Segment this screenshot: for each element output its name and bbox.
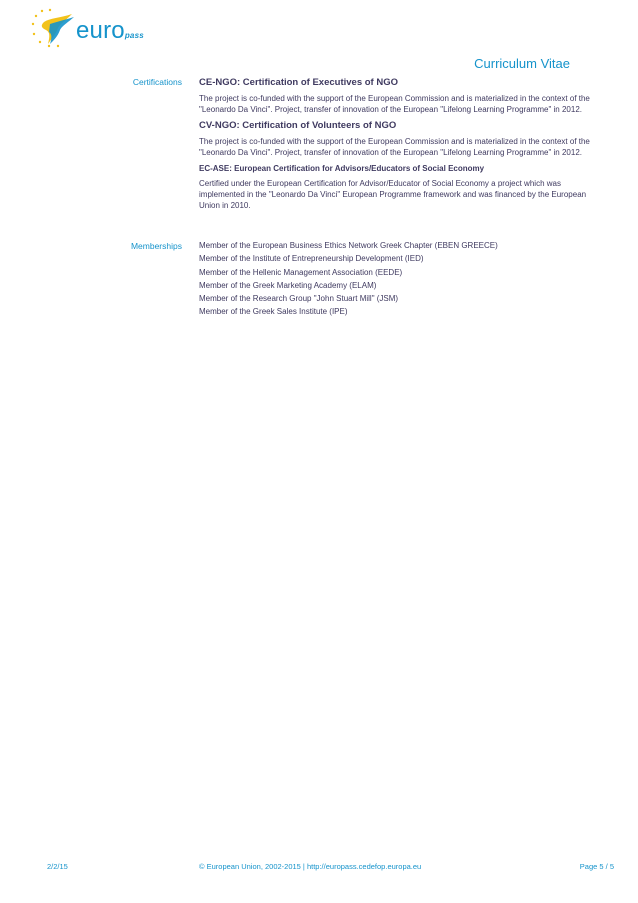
membership-item: Member of the Hellenic Management Association (EEDE) bbox=[199, 267, 403, 277]
memberships-label: Memberships bbox=[130, 241, 182, 251]
certification-title: CE-NGO: Certification of Executives of NGO bbox=[199, 77, 398, 88]
footer-page-number: Page 5 / 5 bbox=[579, 862, 614, 871]
membership-item: Member of the Greek Marketing Academy (ELAM) bbox=[199, 280, 377, 290]
certification-text: Certified under the European Certification for Advisor/Educator of Social Economy a project which was implemented in the "Leonardo Da Vinci" European Programme framework and was financed by the European Union in 2010. bbox=[199, 179, 587, 210]
membership-item: Member of the Greek Sales Institute (IPE) bbox=[199, 307, 348, 317]
certification-title: CV-NGO: Certification of Volunteers of NGO bbox=[199, 120, 397, 131]
membership-item: Member of the Research Group "John Stuart Mill" (JSM) bbox=[199, 294, 399, 304]
certification-text: The project is co-funded with the support of the European Commission and is materialized in the context of the "Leonardo Da Vinci". Project, transfer of innovation of the European "Lifelong Learning Programme" in 2012. bbox=[199, 94, 590, 114]
europass-figure-icon bbox=[30, 8, 80, 50]
document-title: Curriculum Vitae bbox=[474, 56, 570, 71]
footer-date: 2/2/15 bbox=[47, 862, 68, 871]
europass-logo bbox=[30, 8, 180, 50]
logo-wordmark: europass bbox=[76, 17, 144, 44]
membership-item: Member of the Institute of Entrepreneurship Development (IED) bbox=[199, 254, 424, 264]
membership-item: Member of the European Business Ethics Network Greek Chapter (EBEN GREECE) bbox=[199, 241, 498, 250]
certification-title: EC-ASE: European Certification for Advisors/Educators of Social Economy bbox=[199, 164, 485, 173]
memberships-list bbox=[199, 239, 605, 319]
footer-copyright[interactable]: © European Union, 2002-2015 | http://europass.cedefop.europa.eu bbox=[199, 862, 422, 871]
certification-text: The project is co-funded with the support of the European Commission and is materialized in the context of the "Leonardo Da Vinci". Project, transfer of innovation of the European "Lifelong Learning Programme" in 2012. bbox=[199, 137, 590, 157]
certifications-label: Certifications bbox=[132, 77, 182, 87]
certifications-content bbox=[199, 77, 605, 216]
